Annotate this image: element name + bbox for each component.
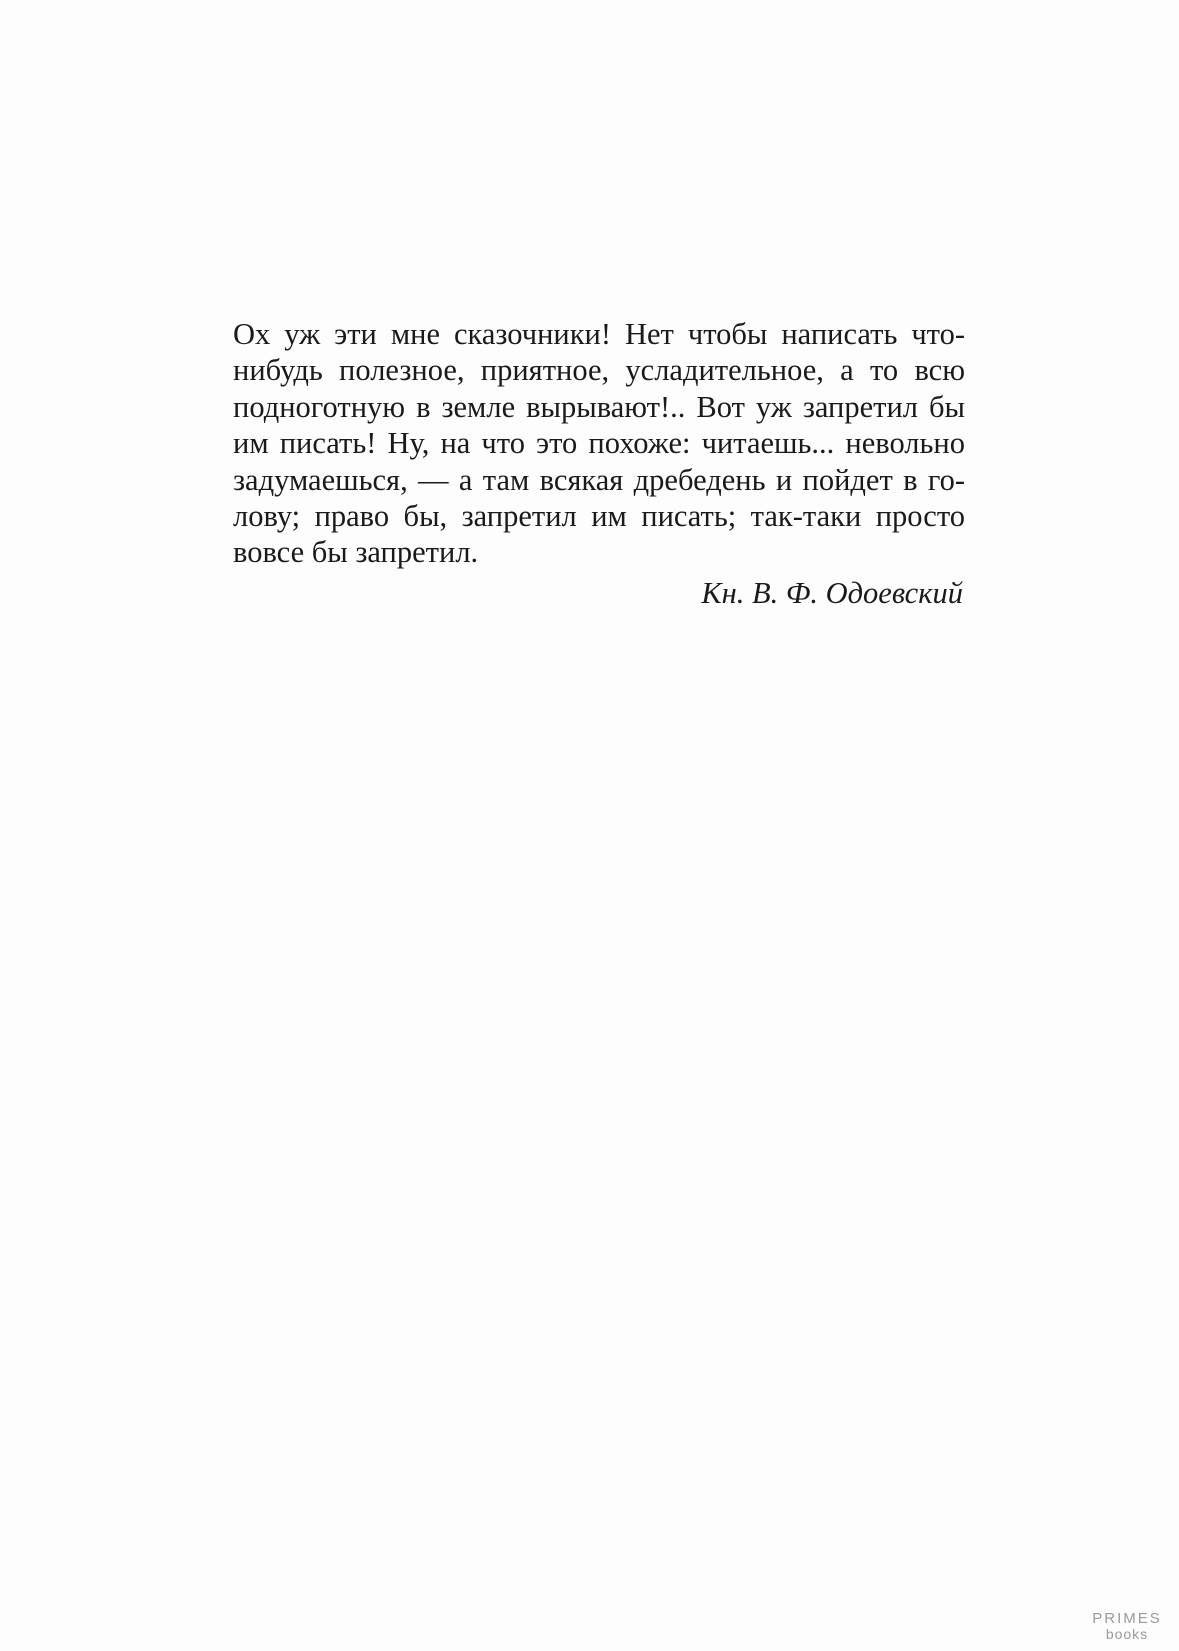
epigraph-line: Ох уж эти мне сказочники! Нет чтобы написать что- [233, 317, 965, 351]
epigraph-author: Кн. В. Ф. Одоевский [701, 575, 963, 610]
epigraph-line: нибудь полезное, приятное, усладительное, а то всю [233, 353, 965, 388]
epigraph-line: вовсе бы запретил. [233, 535, 479, 570]
epigraph-line: им писать! Ну, на что это похоже: читаешь... невольно [233, 426, 965, 461]
epigraph-text [233, 316, 965, 571]
watermark-bottom: books [1105, 1626, 1149, 1642]
watermark-top: PRIMES [1092, 1610, 1162, 1627]
epigraph-line: подноготную в земле вырывают!.. Вот уж запретил бы [233, 389, 965, 424]
epigraph-line: лову; право бы, запретил им писать; так-таки просто [233, 499, 965, 534]
epigraph [233, 316, 965, 611]
watermark-logo [1087, 1611, 1167, 1641]
epigraph-line: задумаешься, — а там всякая дребедень и пойдет в го- [233, 462, 965, 497]
